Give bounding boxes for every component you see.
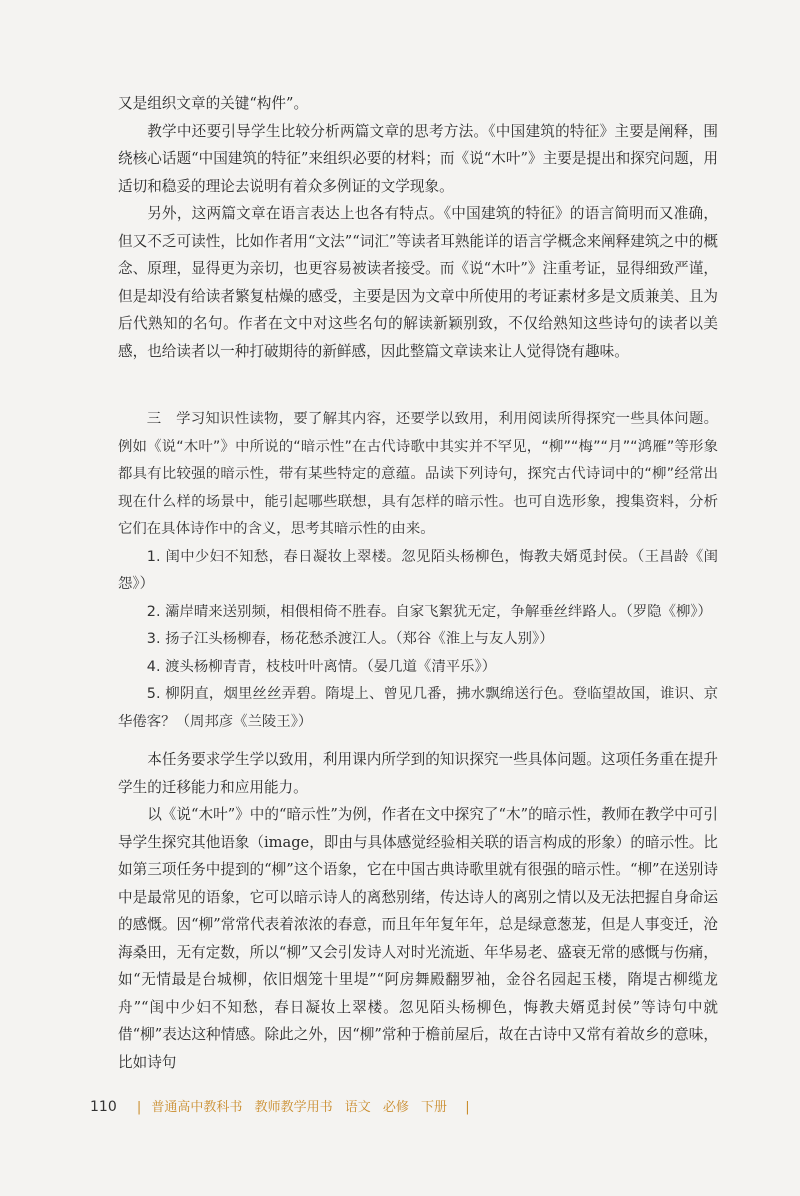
- paragraph: 另外，这两篇文章在语言表达上也各有特点。《中国建筑的特征》的语言简明而又准确，但又不乏可读性，比如作者用“文法”“词汇”等读者耳熟能详的语言学概念来阐释建筑之中的概念、原理，显得更为亲切，也更容易被读者接受。而《说“木叶”》注重考证，显得细致严谨，但是却没有给读者繁复枯燥的感受，主要是因为文章中所使用的考证素材多是文质兼美、且为后代熟知的名句。作者在文中对这些名句的解读新颖别致，不仅给熟知这些诗句的读者以美感，也给读者以一种打破期待的新鲜感，因此整篇文章读来让人觉得饶有趣味。: [118, 205, 718, 360]
- page-footer: [90, 1096, 476, 1115]
- poem-item: 2. 灞岸晴来送别频，相偎相倚不胜春。自家飞絮犹无定，争解垂丝绊路人。（罗隐《柳》）: [146, 603, 712, 620]
- poem-item: 4. 渡头杨柳青青，枝枝叶叶离情。（晏几道《清平乐》）: [146, 658, 497, 675]
- task-three: [118, 406, 718, 736]
- poem-item: 1. 闺中少妇不知愁，春日凝妆上翠楼。忽见陌头杨柳色，悔教夫婿觅封侯。（王昌龄《闺怨》）: [118, 548, 718, 592]
- poem-item: 5. 柳阴直，烟里丝丝弄碧。隋堤上、曾见几番，拂水飘绵送行色。登临望故国，谁识、京华倦客？（周邦彦《兰陵王》）: [118, 686, 718, 730]
- separator: |: [136, 1100, 142, 1115]
- paragraph: 本任务要求学生学以致用，利用课内所学到的知识探究一些具体问题。这项任务重在提升学生的迁移能力和应用能力。: [118, 751, 718, 796]
- book-title: 普通高中教科书 教师教学用书 语文 必修 下册: [151, 1100, 448, 1115]
- paragraph: 以《说“木叶”》中的“暗示性”为例，作者在文中探究了“木”的暗示性，教师在教学中可引导学生探究其他语象（image，即由与具体感觉经验相关联的语言构成的形象）的暗示性。比如第三项任务中提到的“柳”这个语象，它在中国古典诗歌里就有很强的暗示性。“柳”在送别诗中是最常见的语象，它可以暗示诗人的离愁别绪，传达诗人的离别之情以及无法把握自身命运的感慨。因“柳”常常代表着浓浓的春意，而且年年复年年，总是绿意葱茏，但是人事变迁，沧海桑田，无有定数，所以“柳”又会引发诗人对时光流逝、年华易老、盛衰无常的感慨与伤痛，如“无情最是台城柳，依旧烟笼十里堤”“阿房舞殿翻罗袖，金谷名园起玉楼，隋堤古柳缆龙舟”“闺中少妇不知愁，春日凝妆上翠楼。忽见陌头杨柳色，悔教夫婿觅封侯”等诗句中就借“柳”表达这种情感。除此之外，因“柳”常种于檐前屋后，故在古诗中又常有着故乡的意味，比如诗句: [118, 806, 718, 1071]
- page-number: 110: [90, 1099, 117, 1115]
- poem-item: 3. 扬子江头杨柳春，杨花愁杀渡江人。（郑谷《淮上与友人别》）: [146, 631, 554, 647]
- section-comparison: [118, 90, 718, 365]
- task-intro: 三 学习知识性读物，要了解其内容，还要学以致用，利用阅读所得探究一些具体问题。例如《说“木叶”》中所说的“暗示性”在古代诗歌中其实并不罕见，“柳”“梅”“月”“鸿雁”等形象都具有比较强的暗示性，带有某些特定的意蕴。品读下列诗句，探究古代诗词中的“柳”经常出现在什么样的场景中，能引起哪些联想，具有怎样的暗示性。也可自选形象，搜集资料，分析它们在具体诗作中的含义，思考其暗示性的由来。: [118, 411, 718, 537]
- paragraph: 教学中还要引导学生比较分析两篇文章的思考方法。《中国建筑的特征》主要是阐释，围绕核心话题“中国建筑的特征”来组织必要的材料；而《说“木叶”》主要是提出和探究问题，用适切和稳妥的理论去说明有着众多例证的文学现象。: [118, 122, 718, 195]
- paragraph: 又是组织文章的关键“构件”。: [118, 95, 309, 112]
- separator: |: [465, 1100, 470, 1115]
- section-guidance: [118, 746, 718, 1076]
